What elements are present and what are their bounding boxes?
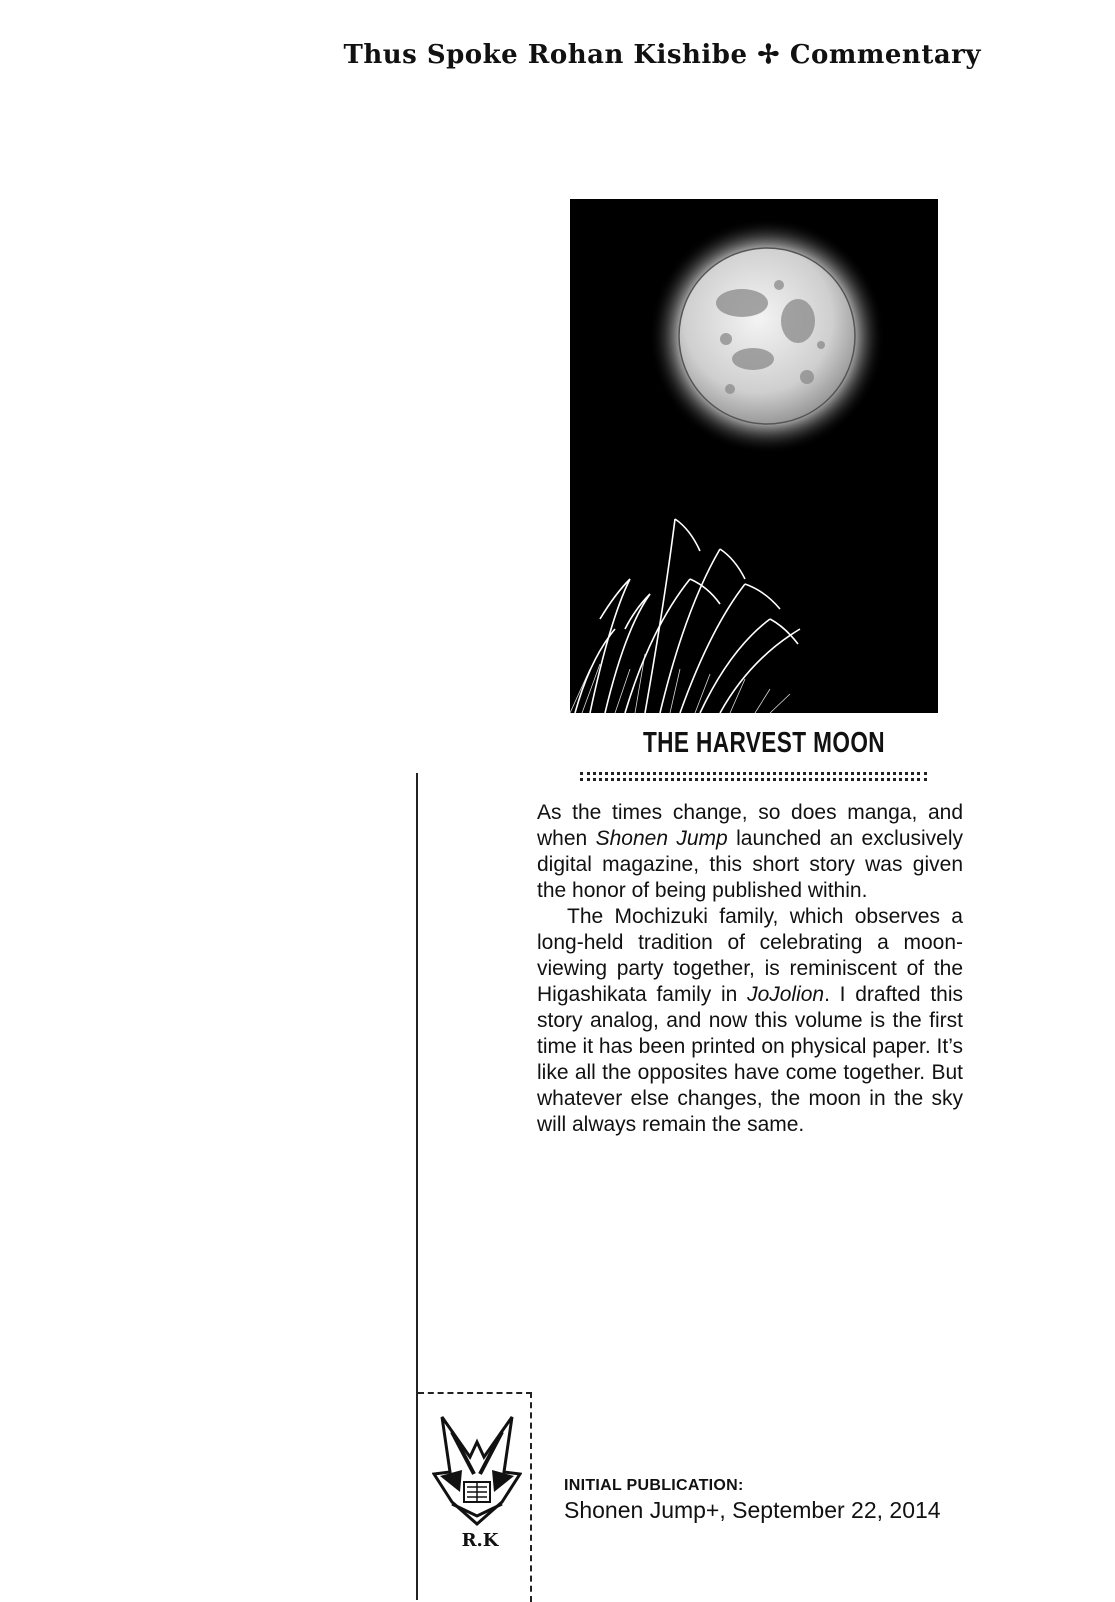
- publication-value: Shonen Jump+, September 22, 2014: [564, 1497, 941, 1523]
- emblem-initials: R.K: [461, 1530, 499, 1551]
- magazine-title: Shonen Jump: [595, 827, 728, 850]
- moon: [679, 248, 855, 424]
- commentary-paragraph-2: The Mochizuki family, which observes a long-held tradition of celebrating a moon-viewing party together, is reminiscent of the Higashikata family in JoJolion. I drafted this story analog, and now this volume is the first time it has been printed on physical paper. It’s like all the opposites have come together. But whatever else changes, the moon in the sky will always remain the same.: [537, 905, 963, 1136]
- publication-label: INITIAL PUBLICATION:: [564, 1477, 744, 1494]
- moon-illustration: [570, 199, 938, 713]
- running-header: [344, 40, 982, 70]
- rohan-emblem-icon: [432, 1412, 522, 1532]
- commentary-body: [537, 800, 963, 1138]
- story-title: THE HARVEST MOON: [642, 727, 886, 759]
- book-title: Thus Spoke Rohan Kishibe: [343, 40, 748, 70]
- series-title: JoJolion: [747, 983, 825, 1006]
- header-separator: ✢: [757, 40, 780, 70]
- section-title: Commentary: [789, 40, 981, 70]
- pampas-grass: [575, 519, 800, 713]
- title-divider: [580, 772, 927, 781]
- commentary-paragraph-1: As the times change, so does manga, and when Shonen Jump launched an exclusively digital magazine, this short story was given the honor of being published within.: [537, 801, 964, 902]
- moon-and-grass-drawing: [570, 199, 938, 713]
